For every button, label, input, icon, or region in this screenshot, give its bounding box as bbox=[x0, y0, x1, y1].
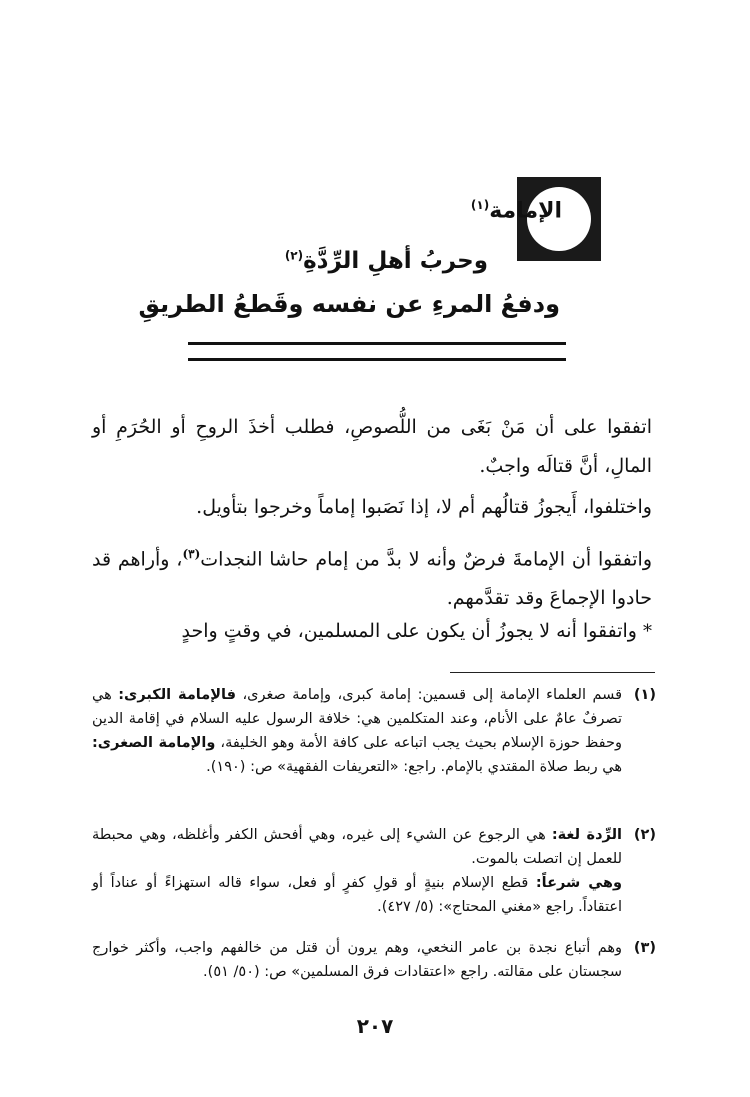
footnote-2-keyword-1: الرِّدة لغة: bbox=[551, 827, 622, 843]
footnote-ref-1[interactable]: (١) bbox=[470, 198, 490, 212]
footnote-1 bbox=[92, 683, 654, 779]
footnote-2-text bbox=[92, 823, 622, 871]
title-divider-top bbox=[188, 342, 566, 345]
paragraph-4 bbox=[92, 612, 652, 651]
paragraph-3-text-b: ، وأراهم قد حادوا الإجماعَ وقد تقدَّمهم. bbox=[92, 548, 652, 610]
footnote-3-text: وهم أتباع نجدة بن عامر النخعي، وهم يرون أن قتل من خالفهم واجب، وأكثر خوارج سجستان على مقالته. راجع «اعتقادات فرق المسلمين» ص: (٥٠/ ٥١). bbox=[92, 940, 622, 980]
footnote-ref-3[interactable]: (٣) bbox=[182, 547, 201, 561]
paragraph-4-text: واتفقوا أنه لا يجوزُ أن يكون على المسلمين، في وقتٍ واحدٍ bbox=[181, 620, 637, 642]
footnote-ref-2[interactable]: (٢) bbox=[284, 248, 304, 263]
footnote-1-part-b: هي تصرفٌ عامٌ على الأنام، وعند المتكلمين هي: خلافة الرسول عليه السلام في إقامة الدين وحفظ حوزة الإسلام بحيث يجب اتباعه على كافة الأمة وهو الخليفة، bbox=[92, 687, 622, 751]
paragraph-1: اتفقوا على أن مَنْ بَغَى من اللُّصوصِ، فطلب أخذَ الروحِ أو الحُرَمِ أو المالِ، أنَّ قتالَه واجبٌ. bbox=[92, 416, 652, 477]
footnote-3 bbox=[92, 936, 654, 984]
footnote-1-text bbox=[92, 683, 622, 779]
paragraph-2: واختلفوا، أَيجوزُ قتالُهم أم لا، إذا نَصَبوا إماماً وخرجوا بتأويل. bbox=[196, 496, 652, 518]
footnote-2-continued bbox=[92, 871, 654, 919]
footnote-2-part-a: هي الرجوع عن الشيء إلى غيره، وهي أفحش الكفر وأغلظه، وهي محبطة للعمل إن اتصلت بالموت. bbox=[92, 827, 622, 867]
footnote-number-3: (٣) bbox=[633, 940, 656, 956]
paragraph-3 bbox=[92, 535, 652, 618]
footnote-1-part-c: هي ربط صلاة المقتدي بالإمام. راجع: «التعريفات الفقهية» ص: (١٩٠). bbox=[206, 759, 622, 775]
footnote-1-keyword-2: والإمامة الصغرى: bbox=[92, 735, 216, 751]
asterisk-icon: * bbox=[643, 621, 652, 642]
chapter-title-line-2 bbox=[128, 248, 488, 274]
footnote-2-part-b: قطع الإسلام بنيةٍ أو قولِ كفرٍ أو فعل، سواء قاله استهزاءً أو عناداً أو اعتقاداً. راجع «مغني المحتاج»: (٥/ ٤٢٧). bbox=[92, 875, 622, 915]
footnote-1-part-a: قسم العلماء الإمامة إلى قسمين: إمامة كبرى، وإمامة صغرى، bbox=[235, 687, 623, 703]
chapter-title-line-1 bbox=[142, 198, 562, 223]
paragraph-3-text-a: واتفقوا أن الإمامةَ فرضٌ وأنه لا بدَّ من إمام حاشا النجدات bbox=[200, 548, 652, 571]
page-number: ٢٠٧ bbox=[356, 1014, 394, 1038]
footnote-2b-text bbox=[92, 871, 622, 919]
chapter-title-line-3: ودفعُ المرءِ عن نفسه وقَطعُ الطريقِ bbox=[138, 290, 560, 318]
footnote-separator bbox=[450, 672, 655, 673]
footnote-1-keyword-1: فالإمامة الكبرى: bbox=[118, 687, 236, 703]
footnote-2 bbox=[92, 823, 654, 871]
title-divider-bottom bbox=[188, 358, 566, 361]
title-text-1: الإمامة bbox=[489, 198, 562, 224]
footnote-2-keyword-2: وهي شرعاً: bbox=[535, 875, 622, 891]
footnote-number-1: (١) bbox=[633, 687, 656, 703]
title-text-2: وحربُ أهلِ الرِّدَّةِ bbox=[303, 248, 488, 274]
footnote-number-2: (٢) bbox=[633, 827, 656, 843]
